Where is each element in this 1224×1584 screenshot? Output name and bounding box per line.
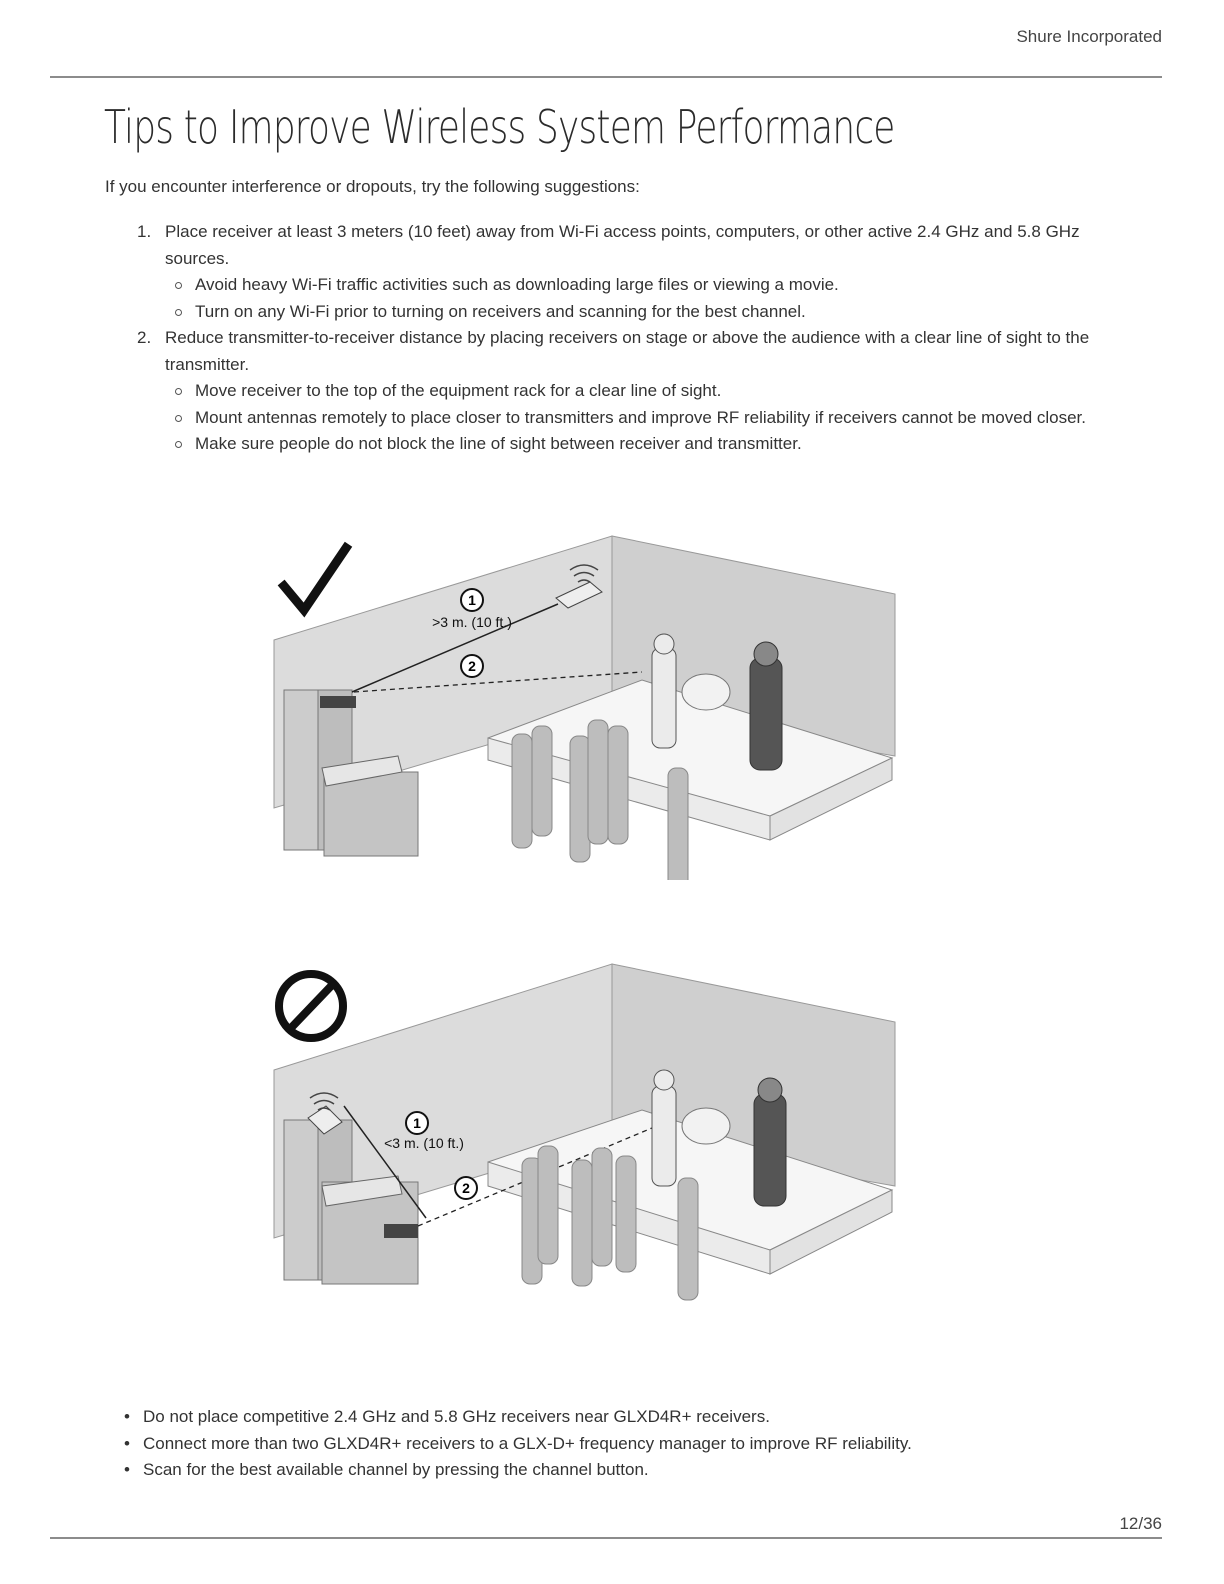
callout-1: 1 [413, 1115, 421, 1131]
prohibited-icon [279, 974, 343, 1038]
bullet-icon: • [124, 1460, 130, 1479]
sub-tip-text: Turn on any Wi-Fi prior to turning on receivers and scanning for the best channel. [195, 301, 806, 321]
circle-bullet-icon [175, 441, 182, 448]
bullet-tip [122, 1431, 912, 1458]
receiver-unit [320, 696, 356, 708]
sub-tip [195, 431, 1107, 458]
tip-text: Place receiver at least 3 meters (10 feet) away from Wi-Fi access points, computers, or other active 2.4 GHz and 5.8 GHz sources. [165, 222, 1080, 268]
correct-placement-illustration [250, 520, 910, 880]
sub-tip [195, 272, 1107, 299]
sub-tip [195, 405, 1107, 432]
distance-label: >3 m. (10 ft.) [432, 614, 512, 630]
page-title: Tips to Improve Wireless System Performance [104, 100, 895, 154]
bullet-tip [122, 1457, 912, 1484]
circle-bullet-icon [175, 415, 182, 422]
sub-tip-text: Avoid heavy Wi-Fi traffic activities such as downloading large files or viewing a movie. [195, 275, 839, 294]
receiver-unit [384, 1224, 418, 1238]
circle-bullet-icon [175, 309, 182, 316]
sub-tip-text: Mount antennas remotely to place closer to transmitters and improve RF reliability if receivers cannot be moved closer. [195, 407, 1087, 427]
numbered-tips-list [137, 219, 1107, 458]
sub-tip [195, 299, 1107, 326]
checkmark-icon [284, 548, 346, 610]
header-company: Shure Incorporated [1016, 27, 1162, 46]
numbered-tip [137, 325, 1107, 458]
footer-divider [50, 1537, 1162, 1539]
sub-tips-list [165, 272, 1107, 325]
bullet-icon: • [124, 1433, 130, 1453]
tip-number: 1. [137, 222, 152, 241]
bullet-icon: • [124, 1407, 130, 1426]
intro-text: If you encounter interference or dropouts, try the following suggestions: [105, 177, 640, 196]
distance-label: <3 m. (10 ft.) [384, 1135, 464, 1151]
sub-tip-text: Make sure people do not block the line of sight between receiver and transmitter. [195, 434, 802, 453]
incorrect-placement-illustration [250, 950, 910, 1310]
sub-tip [195, 378, 1107, 405]
numbered-tip [137, 219, 1107, 325]
circle-bullet-icon [175, 388, 182, 395]
header-divider [50, 76, 1162, 78]
bullet-tip-text: Scan for the best available channel by pressing the channel button. [143, 1460, 649, 1479]
circle-bullet-icon [175, 282, 182, 289]
bullet-tip-text: Connect more than two GLXD4R+ receivers to a GLX-D+ frequency manager to improve RF reliability. [143, 1433, 912, 1453]
tip-text: Reduce transmitter-to-receiver distance by placing receivers on stage or above the audience with a clear line of sight to the transmitter. [165, 328, 1090, 374]
sub-tip-text: Move receiver to the top of the equipment rack for a clear line of sight. [195, 381, 722, 400]
bullet-tip-text: Do not place competitive 2.4 GHz and 5.8 GHz receivers near GLXD4R+ receivers. [143, 1407, 770, 1426]
callout-1: 1 [468, 592, 476, 608]
callout-2: 2 [468, 658, 476, 674]
sub-tips-list [165, 378, 1107, 458]
bullet-tips-list [122, 1404, 912, 1484]
callout-2: 2 [462, 1180, 470, 1196]
page-number: 12/36 [1119, 1514, 1162, 1533]
tip-number: 2. [137, 328, 152, 347]
bullet-tip [122, 1404, 912, 1431]
